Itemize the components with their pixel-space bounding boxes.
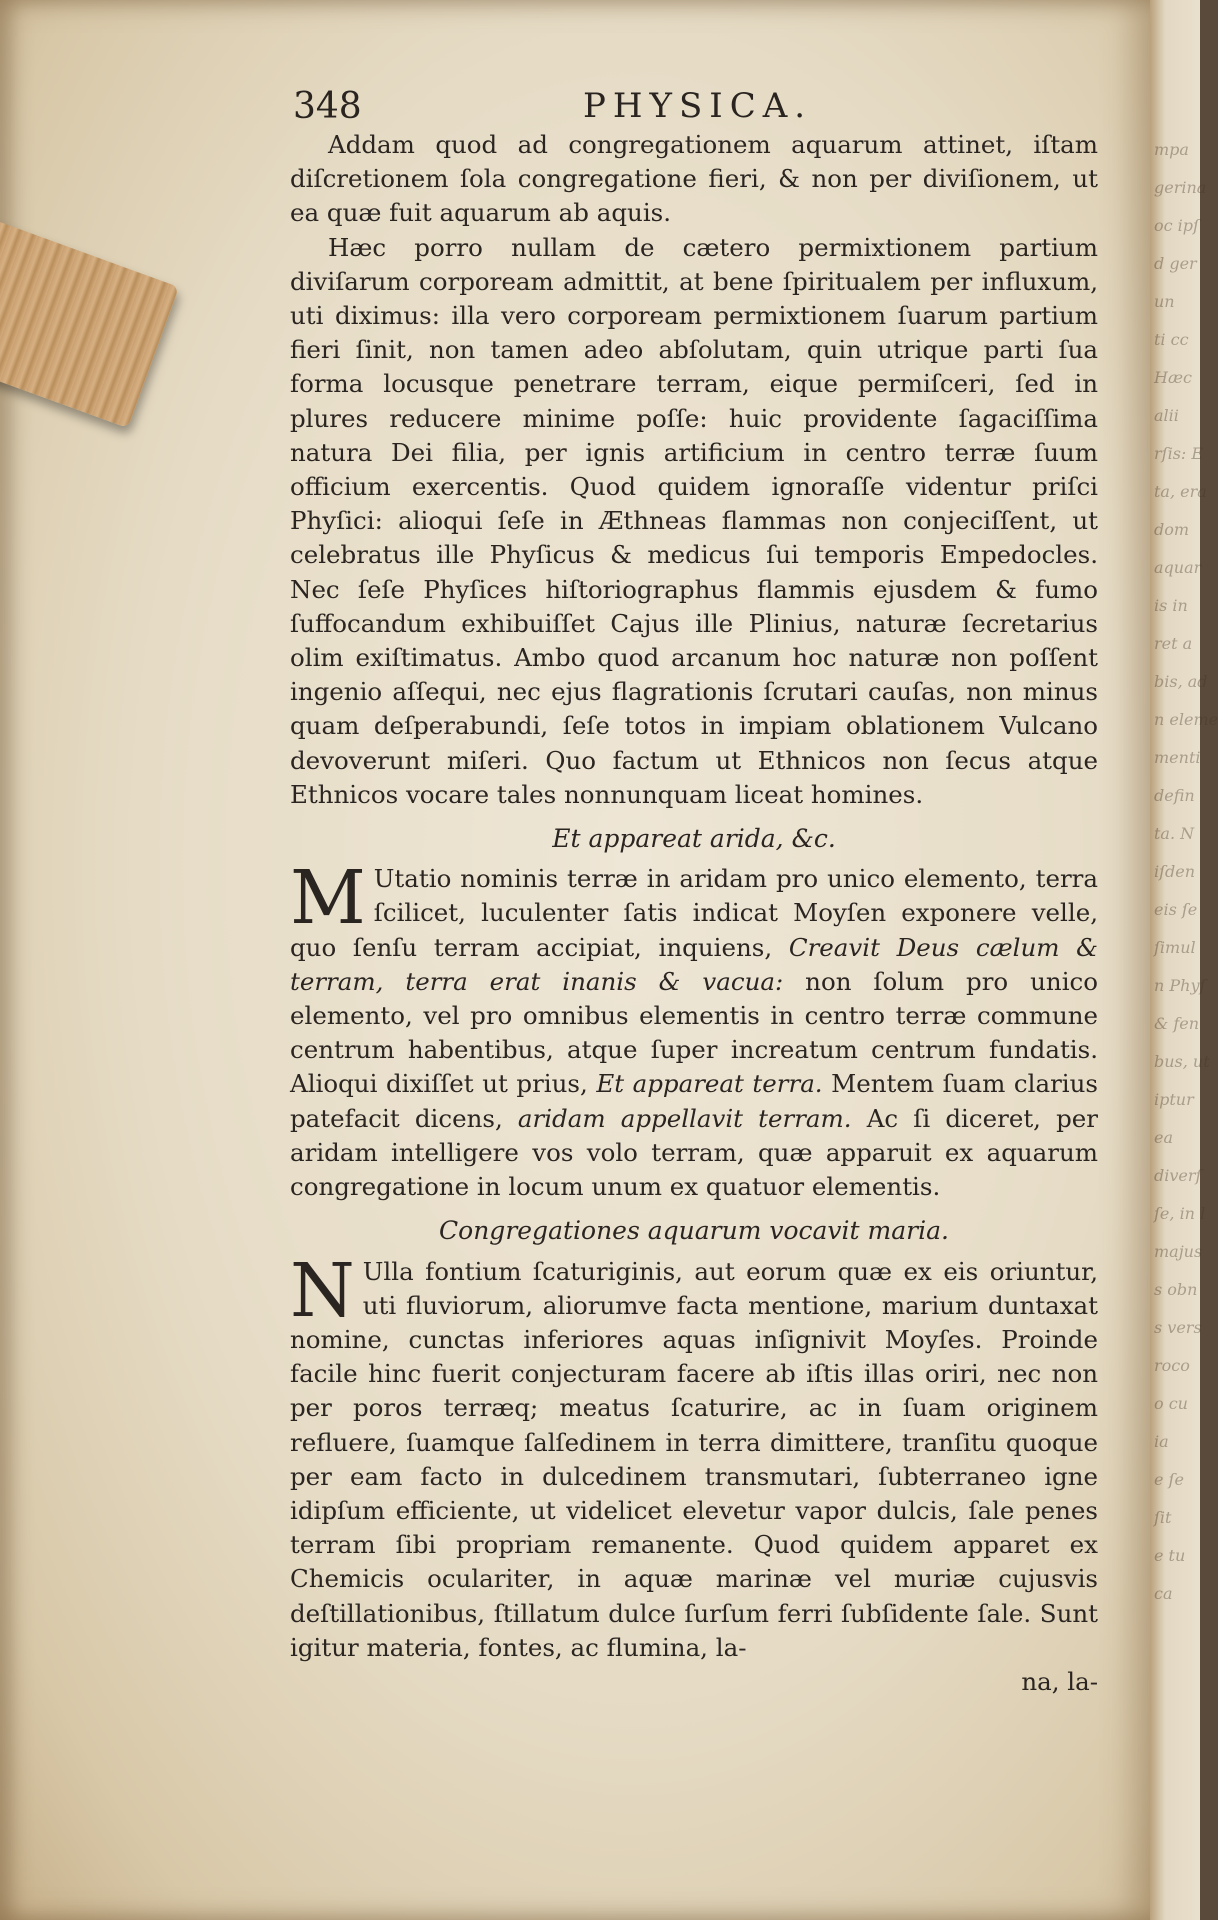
section-1-text-d: Ac ſi diceret, per aridam intelligere vos volo terram, quæ apparuit ex aquarum congregatione in locum unum ex quatuor elementis. [290, 1103, 1099, 1202]
page-number: 348 [293, 86, 362, 127]
section-1-text-a: Utatio nominis terræ in aridam pro unico elemento, terra ſcilicet, luculenter ſatis indicat Moyſen exponere velle, quo ſenſu terram accipiat, inquiens, [290, 864, 1098, 962]
running-head: PHYSICA. [583, 86, 813, 126]
section-1-quote-b: Et appareat terra. [596, 1069, 823, 1099]
facing-page-fragment: ca [1154, 1584, 1173, 1603]
facing-page-fragment: s vers [1154, 1318, 1202, 1337]
wooden-page-marker [0, 212, 179, 428]
facing-page-fragment: iptur [1154, 1090, 1194, 1109]
paragraph-2: Hæc porro nullam de cætero permixtionem partium diviſarum corpoream admittit, at bene ſpiritualem per influxum, uti diximus: illa vero corpoream permixtionem ſuarum partium fieri ſinit, non tamen adeo abſolutam, quin utrique parti ſua forma locusque penetrare terram, eique permiſceri, ſed in plures reducere minime poſſe: huic providente ſagaciſſima natura Dei filia, per ignis artificium in centro terræ ſuum officium exercentis. Quod quidem ignoraſſe videntur priſci Phyſici: alioqui ſeſe in Æthneas flammas non conjeciſſent, ut celebratus ille Phyſicus & medicus ſui temporis Empedocles. Nec ſeſe Phyſices hiſtoriographus flammis ejusdem & fumo ſuffocandum exhibuiſſet Cajus ille Plinius, naturæ ſecretarius olim exiſtimatus. Ambo quod arcanum hoc naturæ non poſſent ingenio aſſequi, nec ejus flagrationis ſcrutari cauſas, non minus quam deſperabundi, ſeſe totos in impiam oblationem Vulcano devoverunt miſeri. Quo factum ut Ethnicos non ſecus atque Ethnicos vocare tales nonnunquam liceat homines. [290, 232, 1098, 809]
facing-page-fragment: majus [1154, 1242, 1203, 1261]
facing-page-fragment: bus, ut [1154, 1052, 1210, 1071]
facing-page-fragment: ta, era [1154, 482, 1207, 501]
facing-page-fragment: d ger [1154, 254, 1197, 273]
facing-page-fragment: diverſ [1154, 1166, 1202, 1185]
facing-page-fragment: gerina [1154, 178, 1207, 197]
facing-page-fragment: & fen [1154, 1014, 1200, 1033]
section-1-quote-c: aridam appellavit terram. [517, 1103, 852, 1133]
dropcap-m: M [290, 855, 366, 942]
facing-page-fragment: e tu [1154, 1546, 1186, 1565]
facing-page-fragment: s obn [1154, 1280, 1198, 1299]
section-heading-2: Congregationes aquarum vocavit maria. [439, 1216, 949, 1246]
facing-page-fragment: bis, ad [1154, 672, 1208, 691]
facing-page-fragment: roco [1154, 1356, 1190, 1375]
facing-page-fragment: ſit [1154, 1508, 1172, 1527]
facing-page-edge [1150, 0, 1218, 1920]
section-heading-1: Et appareat arida, &c. [552, 824, 836, 854]
body-text [290, 128, 1098, 1699]
page-header [293, 86, 1093, 130]
section-2-text: Ulla fontium ſcaturiginis, aut eorum quæ ex eis oriuntur, uti fluviorum, aliorumve facta mentione, marium duntaxat nomine, cunctas inferiores aquas inſignivit Moyſes. Proinde facile hinc fuerit conjecturam facere ab iſtis illas oriri, nec non per poros terræq; meatus ſcaturire, ac in ſuam originem refluere, ſuamque ſalſedinem in terra dimittere, tranſitu quoque per eam facto in dulcedinem transmutari, ſubterraneo igne idipſum efficiente, ut videlicet elevetur vapor dulcis, ſale penes terram ſibi propriam remanente. Quod quidem apparet ex Chemicis oculariter, in aquæ marinæ vel muriæ cujusvis deſtillationibus, ſtillatum dulce ſurſum ferri ſubſidente ſale. Sunt igitur materia, fontes, ac flumina, la- [290, 1256, 1098, 1662]
facing-page-fragment: oc ipſ [1154, 216, 1199, 235]
facing-page-fragment: rſis: E [1154, 444, 1204, 463]
facing-page-fragment: un [1154, 292, 1175, 311]
facing-page-fragment: ſimul [1154, 938, 1196, 957]
facing-page-fragment: menti [1154, 748, 1201, 767]
dropcap-n: N [290, 1247, 355, 1334]
facing-page-fragment: ta. N [1154, 824, 1195, 843]
catchword: na, la- [1021, 1666, 1098, 1696]
facing-page-fragment: o cu [1154, 1394, 1188, 1413]
facing-page-fragment: defin [1154, 786, 1195, 805]
facing-page-fragment: iſden [1154, 862, 1196, 881]
section-2-paragraph [290, 1247, 1098, 1665]
section-1-paragraph [290, 855, 1099, 1204]
section-1-text-b: non ſolum pro unico elemento, vel pro omnibus elementis in centro terræ commune centrum habentibus, atque ſuper increatum centrum fundatis. Alioqui dixiſſet ut prius, [290, 966, 1098, 1099]
facing-page-fragment: ea [1154, 1128, 1174, 1147]
facing-page-fragment: dom [1154, 520, 1190, 539]
facing-page-fragment: n Phyſ [1154, 976, 1206, 995]
facing-page-fragment: is in [1154, 596, 1188, 615]
facing-page-fragment: eis ſe [1154, 900, 1198, 919]
facing-page-fragment: ret a [1154, 634, 1193, 653]
facing-page-fragment: Hæc [1154, 368, 1192, 387]
facing-page-fragment: n eleme [1154, 710, 1218, 729]
facing-page-fragment: ia [1154, 1432, 1169, 1451]
paragraph-1: Addam quod ad congregationem aquarum attinet, iſtam diſcretionem ſola congregatione fieri, & non per diviſionem, ut ea quæ fuit aquarum ab aquis. [290, 130, 1098, 228]
section-1-text-c: Mentem ſuam clarius patefacit dicens, [290, 1069, 1098, 1133]
facing-page-fragment: mpa [1154, 140, 1189, 159]
facing-page-fragment: ti cc [1154, 330, 1189, 349]
facing-page-fragment: e ſe [1154, 1470, 1184, 1489]
facing-page-fragment: aquar [1154, 558, 1202, 577]
facing-page-fragment: ſe, in l [1154, 1204, 1206, 1223]
section-1-quote-a: Creavit Deus cælum & terram, terra erat inanis & vacua: [290, 932, 1098, 996]
facing-page-fragment: alii [1154, 406, 1179, 425]
